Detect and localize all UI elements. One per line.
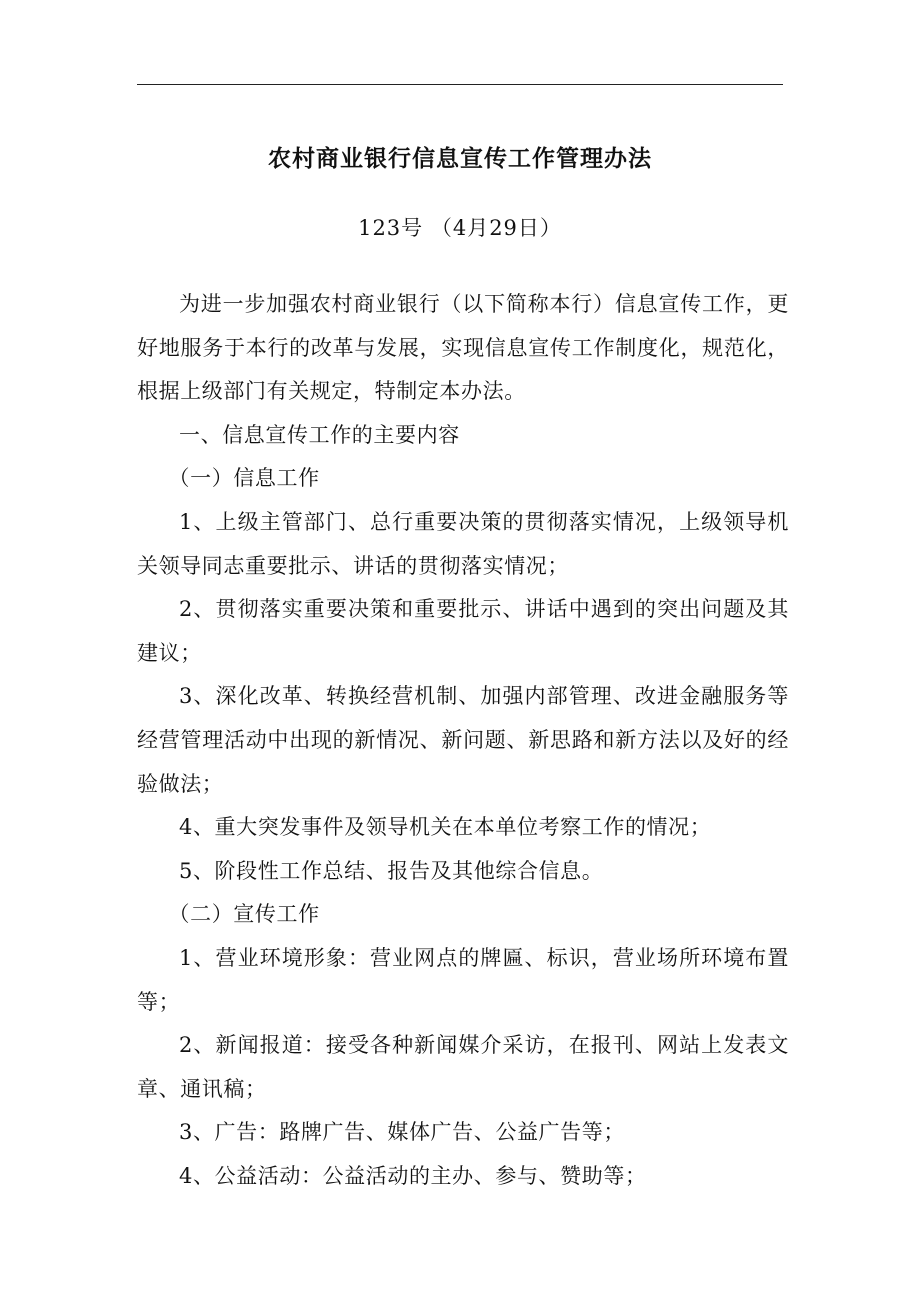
subsection-heading: （一）信息工作 <box>168 466 320 491</box>
list-item: 3、深化改革、转换经营机制、加强内部管理、改进金融服务等经营管理活动中出现的新情况、新问题、新思路和新方法以及好的经验做法； <box>137 684 789 796</box>
document-title: 农村商业银行信息宣传工作管理办法 <box>268 146 652 172</box>
list-item: 2、新闻报道：接受各种新闻媒介采访，在报刊、网站上发表文章、通讯稿； <box>137 1033 789 1101</box>
header-rule <box>137 84 783 85</box>
list-item: 3、广告：路牌广告、媒体广告、公益广告等； <box>179 1120 625 1145</box>
document-body <box>137 283 789 1198</box>
document-number: 123号 （4月29日） <box>358 216 562 240</box>
list-item: 1、营业环境形象：营业网点的牌匾、标识，营业场所环境布置等； <box>137 945 789 1014</box>
intro-paragraph: 为进一步加强农村商业银行（以下简称本行）信息宣传工作，更好地服务于本行的改革与发展，实现信息宣传工作制度化，规范化，根据上级部门有关规定，特制定本办法。 <box>137 292 789 404</box>
list-item: 2、贯彻落实重要决策和重要批示、讲话中遇到的突出问题及其建议； <box>137 597 789 665</box>
list-item: 5、阶段性工作总结、报告及其他综合信息。 <box>179 858 604 883</box>
list-item: 1、上级主管部门、总行重要决策的贯彻落实情况，上级领导机关领导同志重要批示、讲话的贯彻落实情况； <box>137 509 789 578</box>
list-item: 4、重大突发事件及领导机关在本单位考察工作的情况； <box>179 815 712 840</box>
section-heading: 一、信息宣传工作的主要内容 <box>179 422 460 447</box>
list-item: 4、公益活动：公益活动的主办、参与、赞助等； <box>179 1163 647 1188</box>
subsection-heading: （二）宣传工作 <box>168 902 320 927</box>
